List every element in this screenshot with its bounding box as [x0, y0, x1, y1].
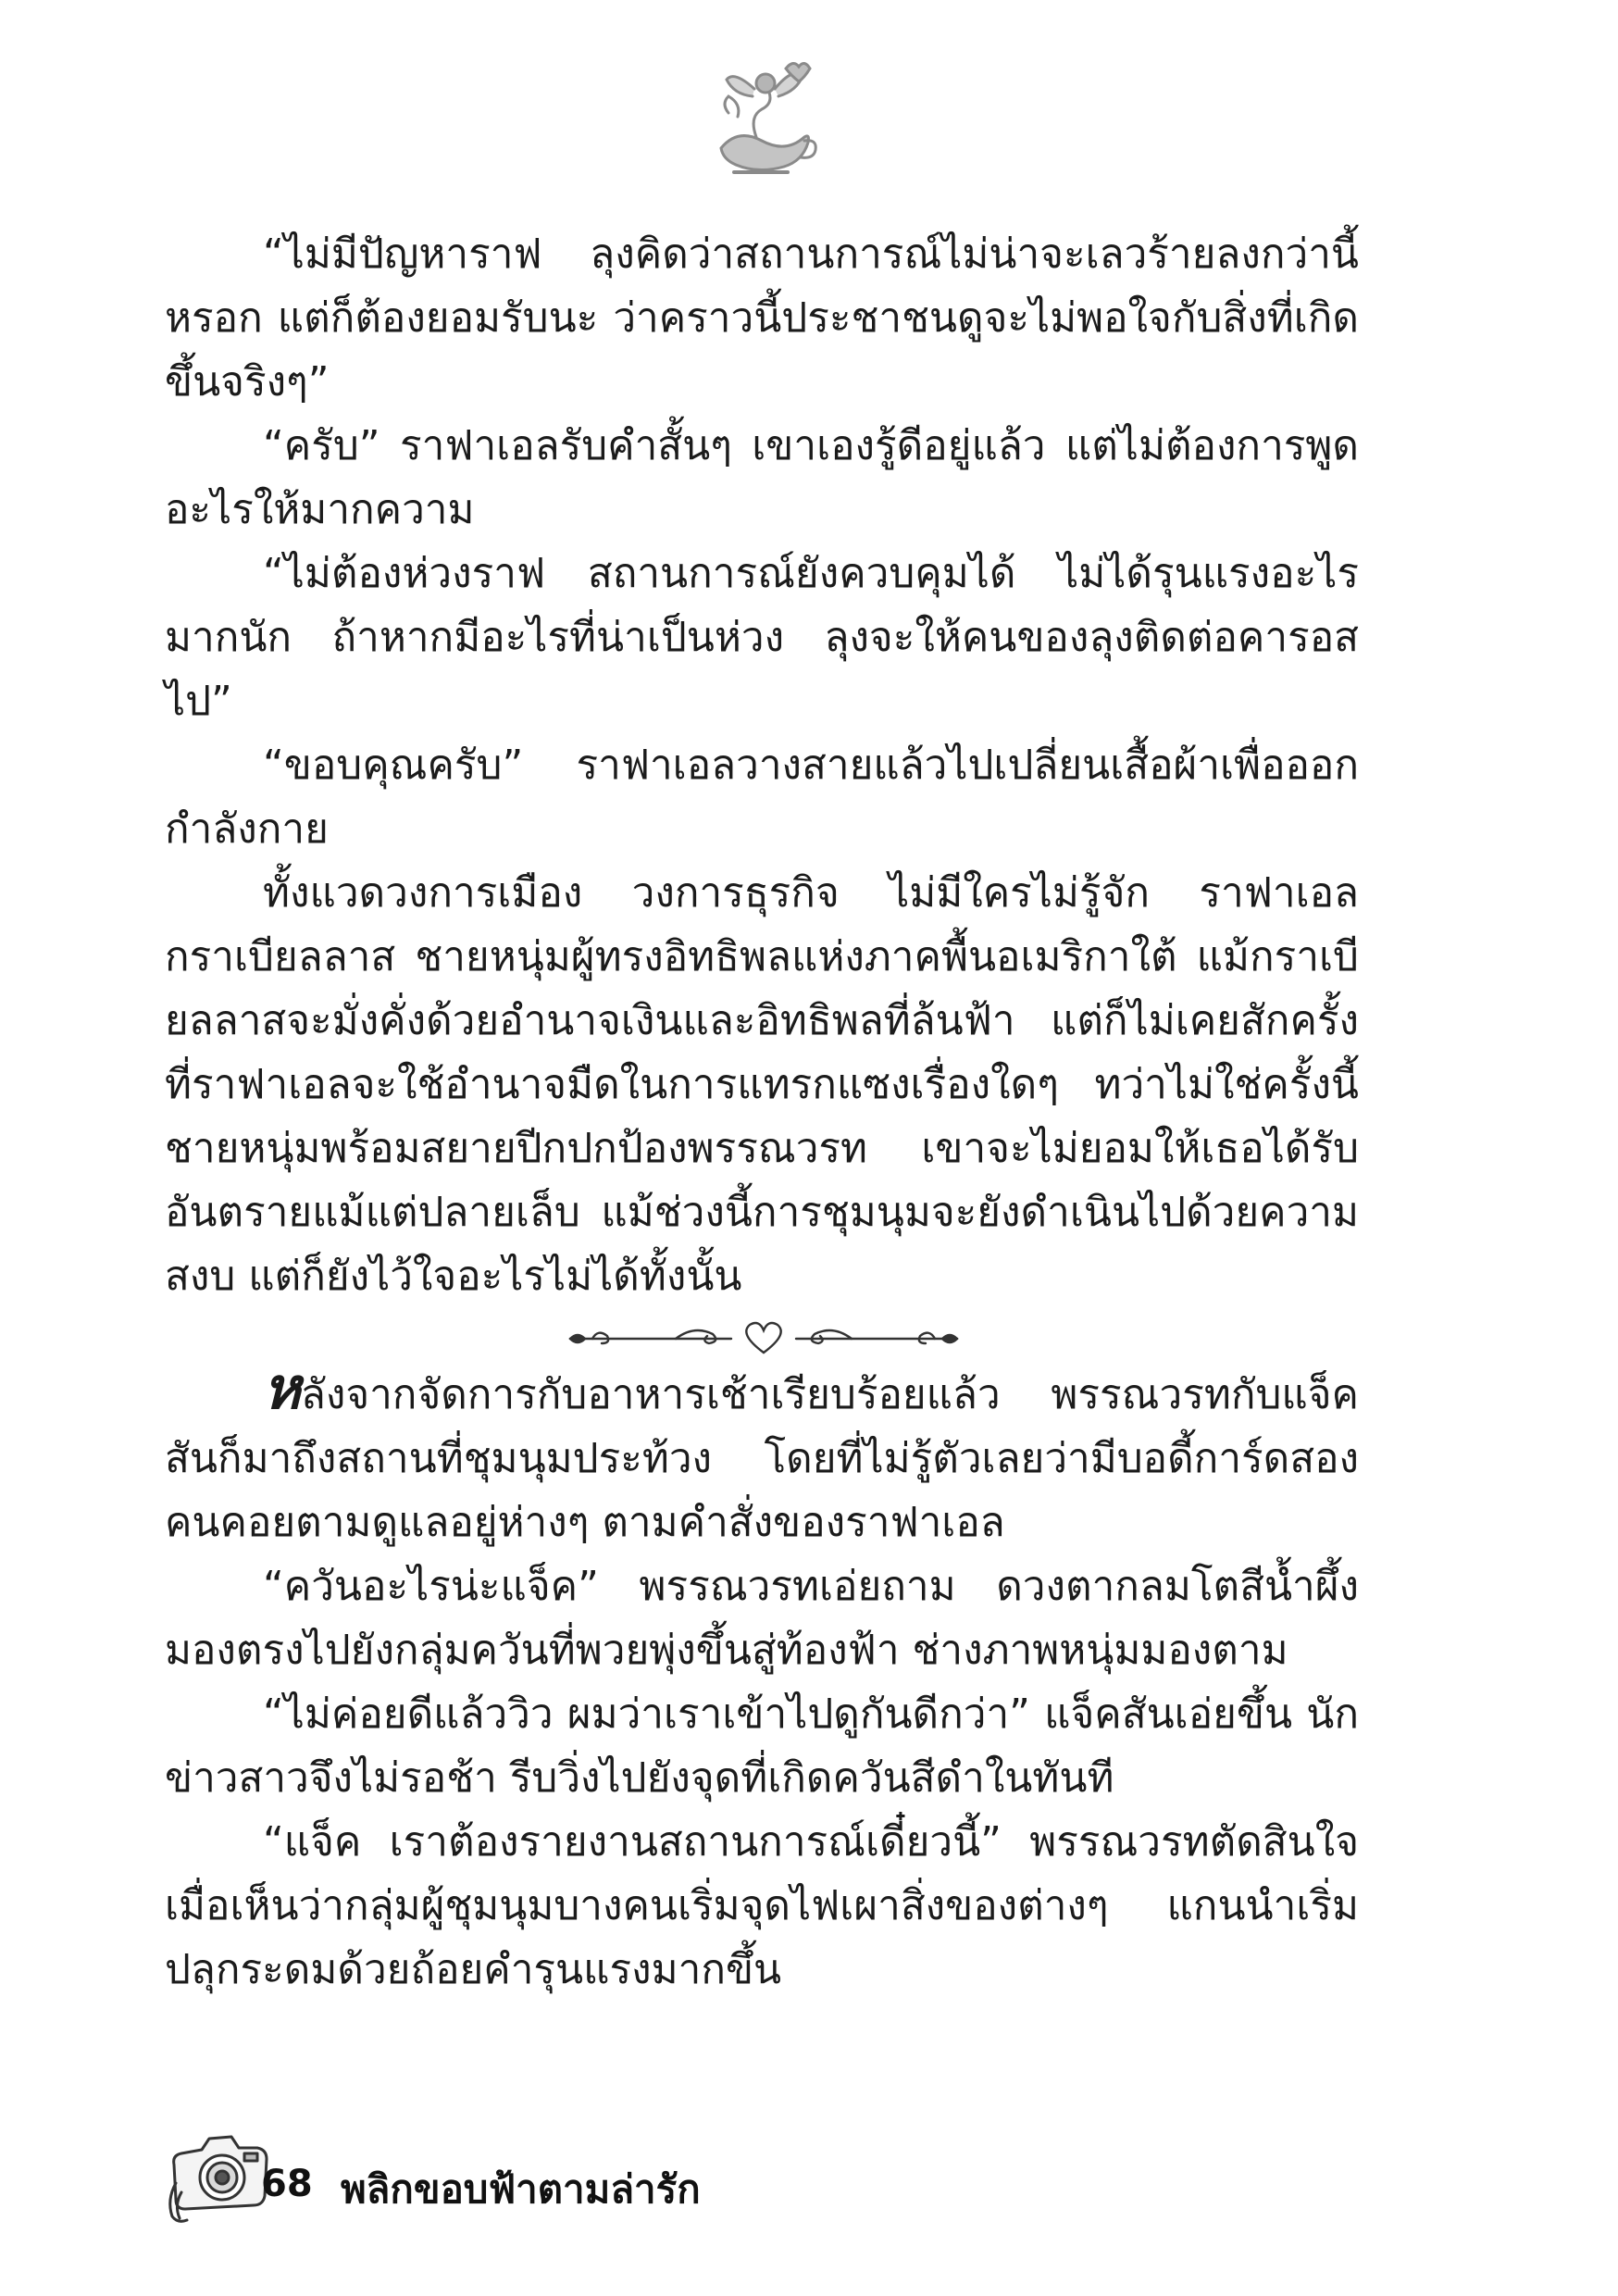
body-text-section-2	[165, 1354, 1359, 2002]
paragraph: ทั้งแวดวงการเมือง วงการธุรกิจ ไม่มีใครไม่รู้จัก ราฟาเอล กราเบียลลาส ชายหนุ่มผู้ทรงอิทธิพลแห่งภาคพื้นอเมริกาใต้ แม้กราเบียลลาสจะมั่งคั่งด้วยอำนาจเงินและอิทธิพลที่ล้นฟ้า แต่ก็ไม่เคยสักครั้งที่ราฟาเอลจะใช้อำนาจมืดในการแทรกแซงเรื่องใดๆ ทว่าไม่ใช่ครั้งนี้ ชายหนุ่มพร้อมสยายปีกปกป้องพรรณวรท เขาจะไม่ยอมให้เธอได้รับอันตรายแม้แต่ปลายเล็บ แม้ช่วงนี้การชุมนุมจะยังดำเนินไปด้วยความสงบ แต่ก็ยังไว้ใจอะไรไม่ได้ทั้งนั้น	[165, 869, 1359, 1300]
paragraph: “ไม่ค่อยดีแล้ววิว ผมว่าเราเข้าไปดูกันดีกว่า” แจ็คสันเอ่ยขึ้น นักข่าวสาวจึงไม่รอช้า รีบวิ่งไปยังจุดที่เกิดควันสีดำในทันที	[165, 1691, 1359, 1802]
paragraph: “แจ็ค เราต้องรายงานสถานการณ์เดี๋ยวนี้” พรรณวรทตัดสินใจ เมื่อเห็นว่ากลุ่มผู้ชุมนุมบางคนเริ่มจุดไฟเผาสิ่งของต่างๆ แกนนำเริ่มปลุกระดมด้วยถ้อยคำรุนแรงมากขึ้น	[165, 1818, 1359, 1993]
body-text-section-1	[165, 222, 1359, 1308]
book-title: พลิกขอบฟ้าตามล่ารัก	[341, 2166, 701, 2212]
paragraph: “ควันอะไรน่ะแจ็ค” พรรณวรทเอ่ยถาม ดวงตากลมโตสีน้ำผึ้งมองตรงไปยังกลุ่มควันที่พวยพุ่งขึ้นสู่ท้องฟ้า ช่างภาพหนุ่มมองตาม	[165, 1563, 1359, 1674]
paragraph	[165, 1354, 1359, 1554]
page-number: 68	[261, 2163, 313, 2205]
cupid-lamp-icon	[701, 48, 821, 187]
paragraph: “ครับ” ราฟาเอลรับคำสั้นๆ เขาเองรู้ดีอยู่แล้ว แต่ไม่ต้องการพูดอะไรให้มากความ	[165, 422, 1359, 533]
heart-flourish-divider-icon	[565, 1317, 963, 1360]
camera-icon	[165, 2128, 274, 2229]
paragraph-text: ลังจากจัดการกับอาหารเช้าเรียบร้อยแล้ว พรรณวรทกับแจ็คสันก็มาถึงสถานที่ชุมนุมประท้วง โดยที่ไม่รู้ตัวเลยว่ามีบอดี้การ์ดสองคนคอยตามดูแลอยู่ห่างๆ ตามคำสั่งของราฟาเอล	[165, 1371, 1359, 1546]
paragraph: “ไม่ต้องห่วงราฟ สถานการณ์ยังควบคุมได้ ไม่ได้รุนแรงอะไรมากนัก ถ้าหากมีอะไรที่น่าเป็นห่วง ลุงจะให้คนของลุงติดต่อคารอสไป”	[165, 550, 1359, 725]
paragraph: “ไม่มีปัญหาราฟ ลุงคิดว่าสถานการณ์ไม่น่าจะเลวร้ายลงกว่านี้หรอก แต่ก็ต้องยอมรับนะ ว่าคราวนี้ประชาชนดูจะไม่พอใจกับสิ่งที่เกิดขึ้นจริงๆ”	[165, 231, 1359, 406]
paragraph: “ขอบคุณครับ” ราฟาเอลวางสายแล้วไปเปลี่ยนเสื้อผ้าเพื่อออกกำลังกาย	[165, 742, 1359, 853]
drop-cap: ห	[263, 1354, 301, 1422]
page-footer	[165, 2128, 998, 2239]
